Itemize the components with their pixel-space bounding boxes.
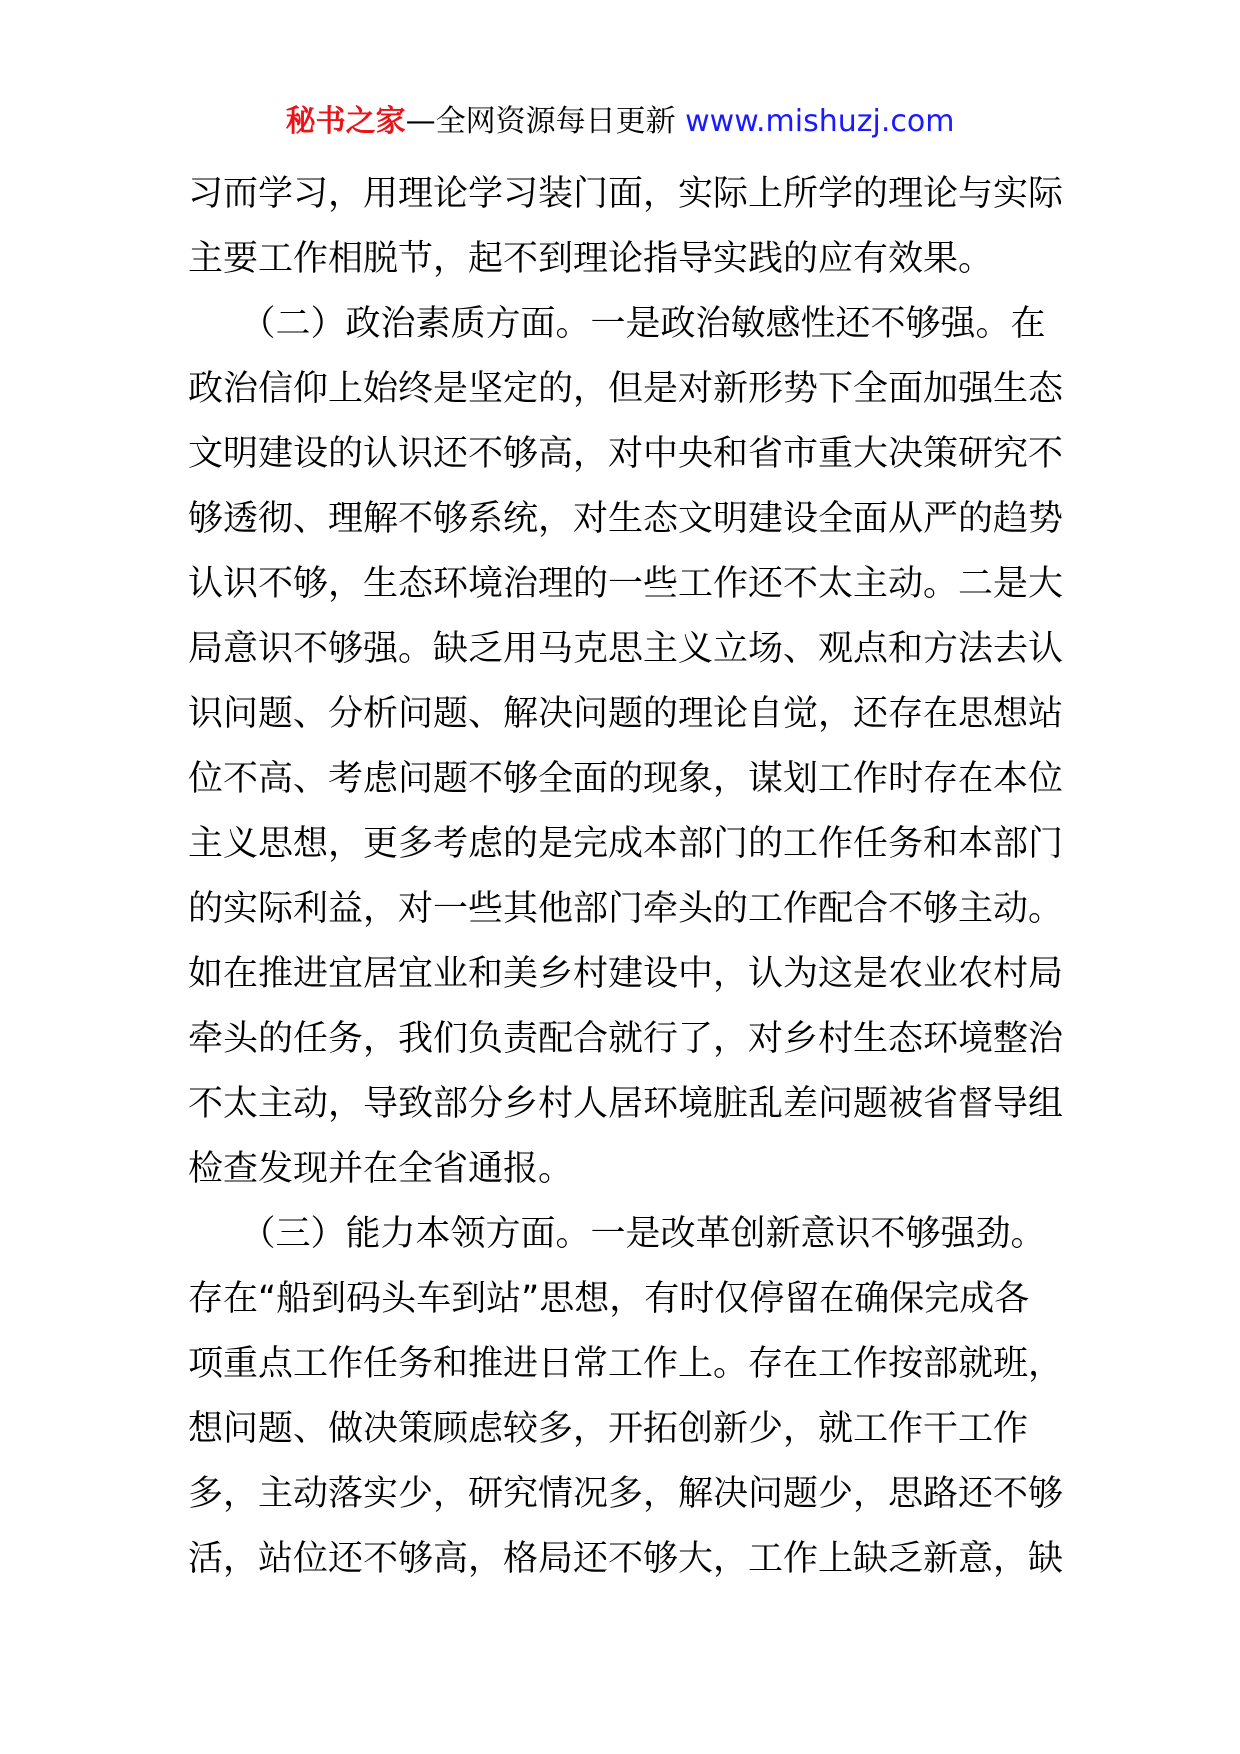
text-line: 活，站位还不够高，格局还不够大，工作上缺乏新意，缺	[188, 1539, 1064, 1579]
text-line: 不太主动，导致部分乡村人居环境脏乱差问题被省督导组	[188, 1084, 1064, 1124]
text-line: （二）政治素质方面。一是政治敏感性还不够强。在	[188, 304, 1046, 344]
text-line: 政治信仰上始终是坚定的，但是对新形势下全面加强生态	[188, 369, 1064, 409]
text-line: 识问题、分析问题、解决问题的理论自觉，还存在思想站	[188, 694, 1064, 734]
text-line: 习而学习，用理论学习装门面，实际上所学的理论与实际	[188, 174, 1064, 214]
text-line: 主要工作相脱节，起不到理论指导实践的应有效果。	[188, 239, 994, 279]
header-tagline: —全网资源每日更新	[405, 104, 676, 139]
text-line: 想问题、做决策顾虑较多，开拓创新少，就工作干工作	[188, 1409, 1029, 1449]
text-line: 认识不够，生态环境治理的一些工作还不太主动。二是大	[188, 564, 1064, 604]
site-header	[0, 100, 1240, 144]
document-body	[188, 162, 1068, 1592]
text-line: 主义思想，更多考虑的是完成本部门的工作任务和本部门	[188, 824, 1064, 864]
text-line: 多，主动落实少，研究情况多，解决问题少，思路还不够	[188, 1474, 1064, 1514]
text-line: 如在推进宜居宜业和美乡村建设中，认为这是农业农村局	[188, 954, 1064, 994]
text-line: 局意识不够强。缺乏用马克思主义立场、观点和方法去认	[188, 629, 1064, 669]
text-line: 项重点工作任务和推进日常工作上。存在工作按部就班，	[188, 1344, 1064, 1384]
text-line: 存在“船到码头车到站”思想，有时仅停留在确保完成各	[188, 1279, 1030, 1319]
text-line: （三）能力本领方面。一是改革创新意识不够强劲。	[188, 1214, 1046, 1254]
text-line: 的实际利益，对一些其他部门牵头的工作配合不够主动。	[188, 889, 1064, 929]
text-line: 检查发现并在全省通报。	[188, 1149, 574, 1189]
brand-name: 秘书之家	[285, 104, 406, 139]
text-line: 够透彻、理解不够系统，对生态文明建设全面从严的趋势	[188, 499, 1064, 539]
text-line: 牵头的任务，我们负责配合就行了，对乡村生态环境整治	[188, 1019, 1064, 1059]
site-url-link[interactable]: www.mishuzj.com	[685, 104, 955, 139]
text-line: 位不高、考虑问题不够全面的现象，谋划工作时存在本位	[188, 759, 1064, 799]
text-line: 文明建设的认识还不够高，对中央和省市重大决策研究不	[188, 434, 1064, 474]
